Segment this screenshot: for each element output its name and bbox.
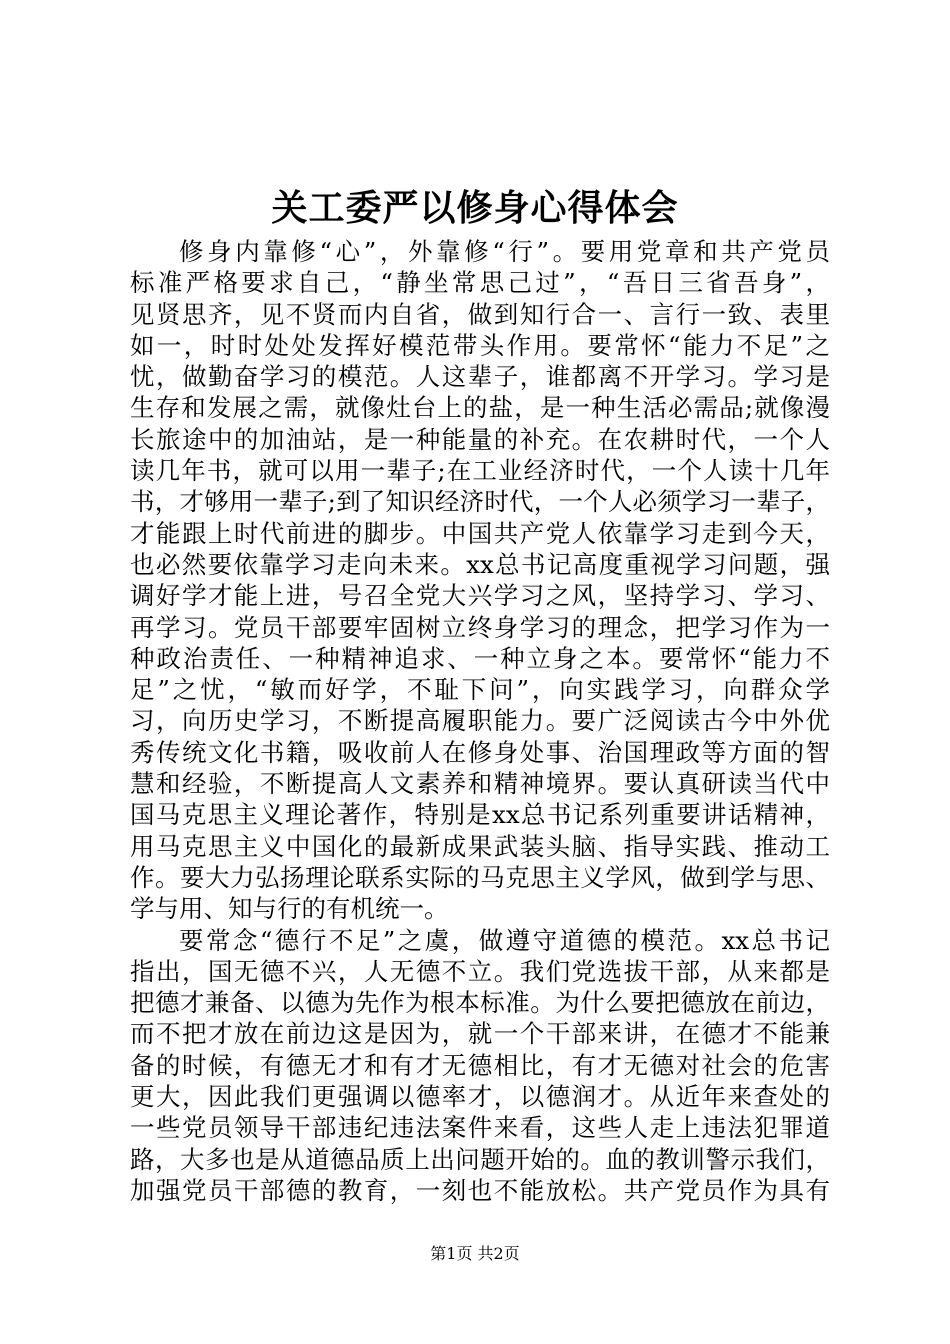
paragraph-line: 足”之忧，“敏而好学，不耻下问”，向实践学习，向群众学 [130,675,830,705]
page-footer: 第1页 共2页 [430,1244,520,1263]
paragraph-line: 路，大多也是从道德品质上出问题开始的。血的教训警示我们， [130,1144,830,1174]
paragraph-line: 再学习。党员干部要牢固树立终身学习的理念，把学习作为一 [130,612,830,642]
paragraph-line: 要常念“德行不足”之虞，做遵守道德的模范。xx总书记 [179,925,830,955]
paragraph-line: 而不把才放在前边这是因为，就一个干部来讲，在德才不能兼 [130,1019,830,1049]
body-text [130,236,830,1206]
paragraph-line: 标准严格要求自己，“静坐常思己过”，“吾日三省吾身”， [130,268,830,298]
paragraph-line: 生存和发展之需，就像灶台上的盐，是一种生活必需品;就像漫 [130,393,830,423]
paragraph-line: 也必然要依靠学习走向未来。xx总书记高度重视学习问题，强 [130,549,830,579]
paragraph-line: 调好学才能上进，号召全党大兴学习之风，坚持学习、学习、 [130,581,830,611]
paragraph-line: 备的时候，有德无才和有才无德相比，有才无德对社会的危害 [130,1050,830,1080]
paragraph-line: 如一，时时处处发挥好模范带头作用。要常怀“能力不足”之 [130,330,830,360]
paragraph-line: 忧，做勤奋学习的模范。人这辈子，谁都离不开学习。学习是 [130,362,830,392]
page-title: 关工委严以修身心得体会 [271,187,679,229]
paragraph-line: 加强党员干部德的教育，一刻也不能放松。共产党员作为具有 [130,1175,830,1205]
paragraph-line: 修身内靠修“心”，外靠修“行”。要用党章和共产党员 [179,237,830,266]
paragraph-line: 作。要大力弘扬理论联系实际的马克思主义学风，做到学与思、 [130,862,830,892]
paragraph-line: 长旅途中的加油站，是一种能量的补充。在农耕时代，一个人 [130,424,830,454]
paragraph-line: 才能跟上时代前进的脚步。中国共产党人依靠学习走到今天， [130,518,830,548]
paragraph-line: 见贤思齐，见不贤而内自省，做到知行合一、言行一致、表里 [130,299,830,329]
paragraph-line: 学与用、知与行的有机统一。 [130,894,449,924]
paragraph-line: 秀传统文化书籍，吸收前人在修身处事、治国理政等方面的智 [130,737,830,767]
paragraph-line: 一些党员领导干部违纪违法案件来看，这些人走上违法犯罪道 [130,1113,830,1143]
paragraph-line: 更大，因此我们更强调以德率才，以德润才。从近年来查处的 [130,1082,830,1112]
paragraph-line: 用马克思主义中国化的最新成果武装头脑、指导实践、推动工 [130,831,830,861]
paragraph-line: 习，向历史学习，不断提高履职能力。要广泛阅读古今中外优 [130,706,830,736]
paragraph-line: 慧和经验，不断提高人文素养和精神境界。要认真研读当代中 [130,769,830,799]
paragraph-line: 国马克思主义理论著作，特别是xx总书记系列重要讲话精神， [130,800,830,830]
paragraph-line: 书，才够用一辈子;到了知识经济时代，一个人必须学习一辈子， [130,487,830,517]
paragraph-line: 指出，国无德不兴，人无德不立。我们党选拔干部，从来都是 [130,956,830,986]
paragraph-line: 种政治责任、一种精神追求、一种立身之本。要常怀“能力不 [130,643,830,673]
paragraph-line: 把德才兼备、以德为先作为根本标准。为什么要把德放在前边， [130,988,830,1018]
paragraph-line: 读几年书，就可以用一辈子;在工业经济时代，一个人读十几年 [130,456,830,486]
